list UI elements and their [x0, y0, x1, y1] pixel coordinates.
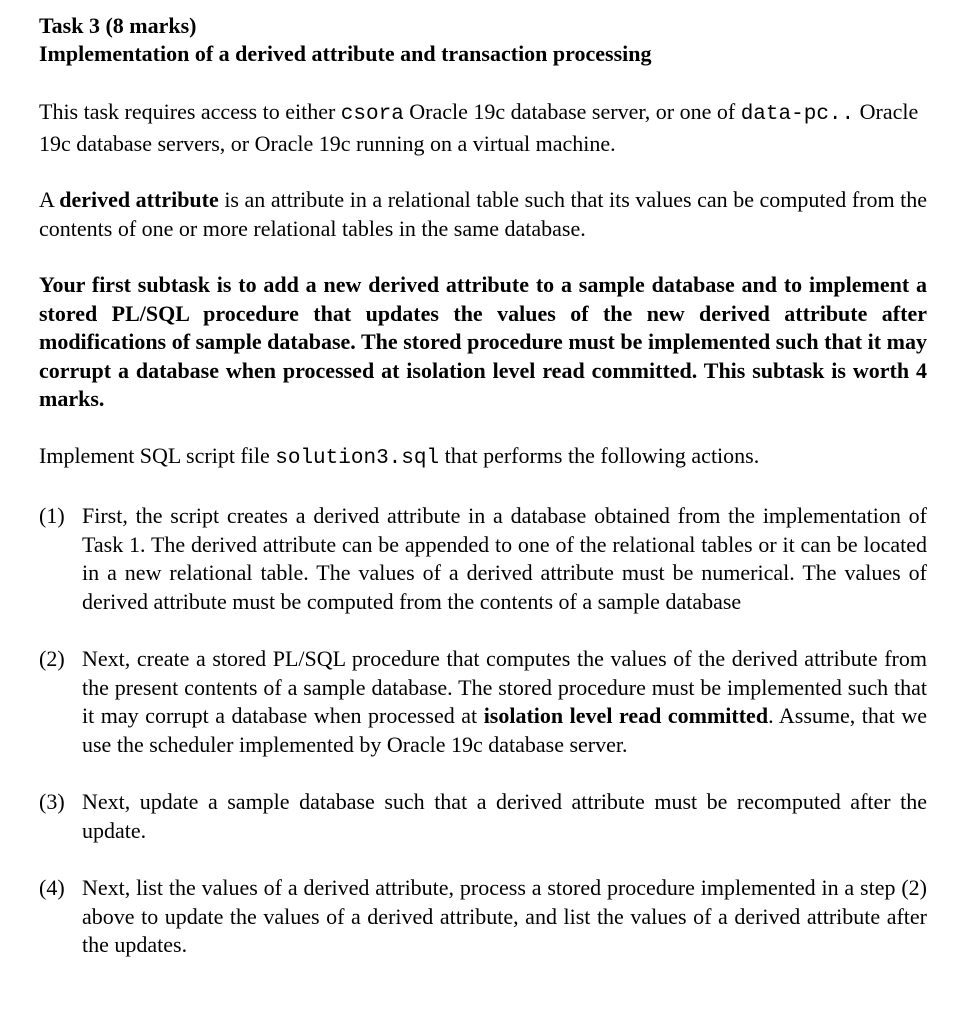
- step-text: First, the script creates a derived attribute in a database obtained from the implementation of Task 1. The derived attribute can be appended to one of the relational tables or it can be located in a new relational table. The values of a derived attribute must be numerical. The values of derived attribute must be computed from the contents of a sample database: [82, 503, 927, 614]
- definition-term: derived attribute: [59, 187, 219, 212]
- step-number: (2): [39, 646, 65, 671]
- step-item: [39, 874, 927, 960]
- step-text-before: Next, create a stored PL/SQL procedure that computes the values of the derived attribute from the present contents of a sample database. The stored procedure must be implemented such that it may corrupt a database when processed at: [82, 646, 927, 728]
- task-title: Task 3 (8 marks): [39, 13, 197, 38]
- intro-text-1: This task requires access to either: [39, 99, 341, 124]
- intro-code-data-pc: data-pc..: [740, 103, 855, 126]
- subtask-paragraph: Your first subtask is to add a new derived attribute to a sample database and to implement a stored PL/SQL procedure that updates the values of the new derived attribute after modifications of sample database. The stored procedure must be implemented such that it may corrupt a database when processed at isolation level read committed. This subtask is worth 4 marks.: [39, 272, 927, 411]
- implement-prefix: Implement SQL script file: [39, 442, 276, 468]
- definition-paragraph: [39, 186, 927, 243]
- intro-code-csora: csora: [340, 103, 404, 126]
- step-number: (3): [39, 789, 65, 814]
- step-text: Next, list the values of a derived attribute, process a stored procedure implemented in a step (2) above to update the values of a derived attribute, and list the values of a derived attribute after the updates.: [82, 875, 927, 957]
- definition-rest: is an attribute in a relational table such that its values can be computed from the contents of one or more relational tables in the same database.: [39, 187, 928, 241]
- intro-text-3: Oracle 19c database servers, or Oracle 19c running on a virtual machine.: [39, 99, 919, 156]
- implement-paragraph: [39, 442, 927, 474]
- implement-filename: solution3.sql: [275, 446, 440, 470]
- step-text: Next, update a sample database such that a derived attribute must be recomputed after the update.: [82, 789, 927, 843]
- step-item: [39, 502, 927, 616]
- steps-list: [39, 502, 927, 960]
- task-subtitle: Implementation of a derived attribute and transaction processing: [39, 41, 652, 66]
- step-text-bold: isolation level read committed: [483, 703, 769, 728]
- step-number: (4): [39, 875, 65, 900]
- implement-suffix: that performs the following actions.: [439, 442, 760, 468]
- intro-text-2: Oracle 19c database server, or one of: [403, 99, 741, 124]
- step-number: (1): [39, 503, 65, 528]
- step-text: [82, 645, 927, 759]
- step-item: [39, 788, 927, 845]
- definition-prefix: A: [39, 187, 60, 212]
- step-text-after: . Assume, that we use the scheduler implemented by Oracle 19c database server.: [82, 703, 927, 757]
- step-item: [39, 645, 927, 759]
- intro-paragraph: [39, 98, 927, 158]
